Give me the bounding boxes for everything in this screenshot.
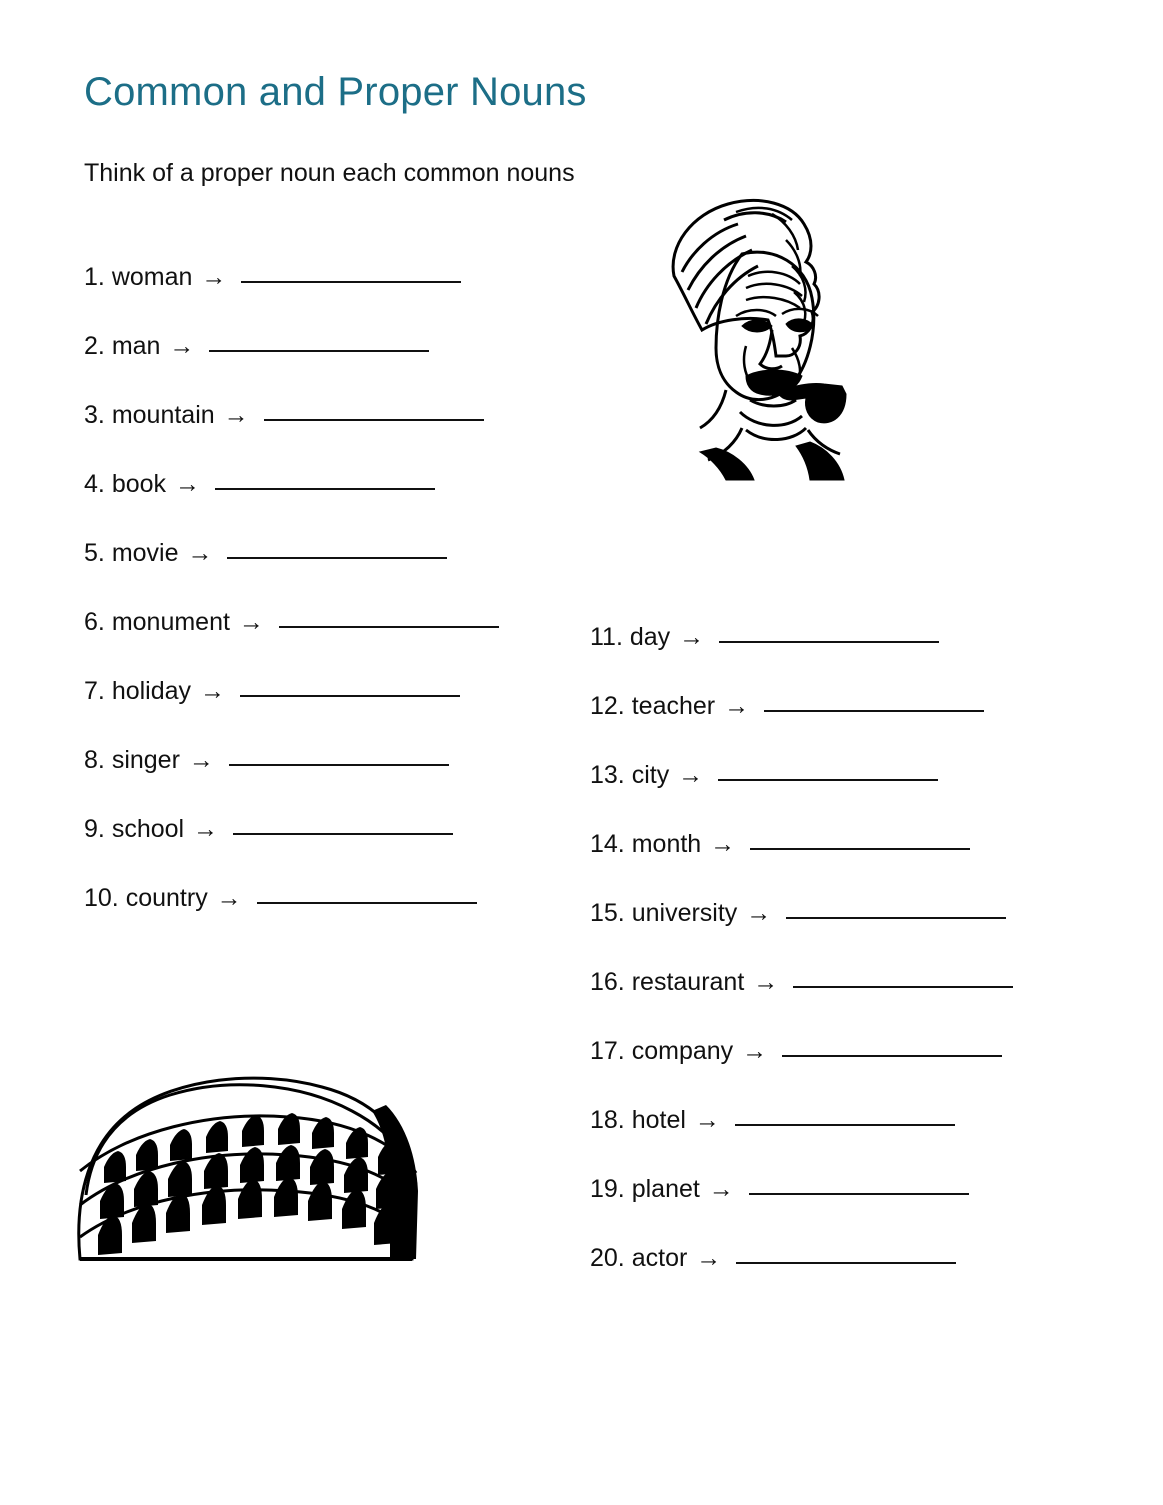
item-number: 9. [84,815,105,843]
item-number: 14. [590,830,625,858]
item-word: book [111,470,167,498]
item-number: 6. [84,608,105,636]
item-number: 13. [590,761,625,789]
left-column [84,262,584,952]
item-number: 11. [590,623,623,651]
item-number: 20. [590,1244,625,1272]
item-word: man [111,332,161,360]
answer-blank[interactable] [750,847,970,850]
arrow-icon: → [187,539,213,567]
arrow-icon: → [193,815,219,843]
answer-blank[interactable] [233,832,453,835]
instructions-text: Think of a proper noun each common nouns [84,159,575,187]
item-number: 12. [590,692,625,720]
answer-blank[interactable] [786,916,1006,919]
answer-blank[interactable] [257,901,477,904]
colosseum-illustration [60,1045,440,1295]
answer-blank[interactable] [209,349,429,352]
arrow-icon: → [679,623,705,651]
answer-blank[interactable] [793,985,1013,988]
answer-blank[interactable] [719,640,939,643]
answer-blank[interactable] [227,556,447,559]
item-word: actor [631,1244,688,1272]
item-word: school [111,815,185,843]
list-item [84,883,584,913]
arrow-icon: → [746,899,772,927]
arrow-icon: → [238,608,264,636]
list-item [84,331,584,361]
item-number: 8. [84,746,105,774]
list-item [84,538,584,568]
item-word: teacher [631,692,716,720]
item-word: city [631,761,670,789]
list-item [84,469,584,499]
item-word: mountain [111,401,215,429]
item-word: holiday [111,677,192,705]
item-number: 4. [84,470,105,498]
arrow-icon: → [753,968,779,996]
item-number: 19. [590,1175,625,1203]
answer-blank[interactable] [735,1123,955,1126]
arrow-icon: → [223,401,249,429]
item-word: country [125,884,208,912]
answer-blank[interactable] [279,625,499,628]
arrow-icon: → [708,1175,734,1203]
list-item [590,1174,1090,1204]
answer-blank[interactable] [229,763,449,766]
item-word: movie [111,539,179,567]
answer-blank[interactable] [764,709,984,712]
item-number: 16. [590,968,625,996]
list-item [590,691,1090,721]
page-title: Common and Proper Nouns [84,70,587,114]
list-item [84,262,584,292]
arrow-icon: → [201,263,227,291]
list-item [84,607,584,637]
list-item [84,814,584,844]
item-word: month [631,830,702,858]
einstein-portrait-illustration [596,180,876,500]
arrow-icon: → [724,692,750,720]
item-word: company [631,1037,734,1065]
arrow-icon: → [188,746,214,774]
item-number: 7. [84,677,105,705]
list-item [84,400,584,430]
item-word: restaurant [631,968,745,996]
item-number: 10. [84,884,119,912]
arrow-icon: → [169,332,195,360]
list-item [590,967,1090,997]
answer-blank[interactable] [240,694,460,697]
item-number: 5. [84,539,105,567]
arrow-icon: → [200,677,225,705]
right-column [590,622,1090,1312]
item-number: 18. [590,1106,625,1134]
list-item [590,829,1090,859]
answer-blank[interactable] [241,280,461,283]
list-item [590,1243,1090,1273]
list-item [590,760,1090,790]
item-word: singer [111,746,180,774]
answer-blank[interactable] [718,778,938,781]
arrow-icon: → [216,884,242,912]
arrow-icon: → [694,1106,720,1134]
item-word: hotel [631,1106,686,1134]
item-number: 17. [590,1037,625,1065]
arrow-icon: → [174,470,200,498]
list-item [590,622,1090,652]
arrow-icon: → [696,1244,722,1272]
item-word: day [629,623,671,651]
answer-blank[interactable] [736,1261,956,1264]
list-item [84,745,584,775]
list-item [84,676,584,706]
arrow-icon: → [710,830,736,858]
item-word: woman [111,263,193,291]
item-number: 2. [84,332,105,360]
list-item [590,1105,1090,1135]
item-word: planet [631,1175,700,1203]
arrow-icon: → [678,761,704,789]
answer-blank[interactable] [782,1054,1002,1057]
answer-blank[interactable] [215,487,435,490]
item-number: 1. [84,263,105,291]
item-number: 15. [590,899,625,927]
item-number: 3. [84,401,105,429]
answer-blank[interactable] [749,1192,969,1195]
answer-blank[interactable] [264,418,484,421]
item-word: monument [111,608,230,636]
list-item [590,1036,1090,1066]
arrow-icon: → [742,1037,768,1065]
item-word: university [631,899,738,927]
list-item [590,898,1090,928]
